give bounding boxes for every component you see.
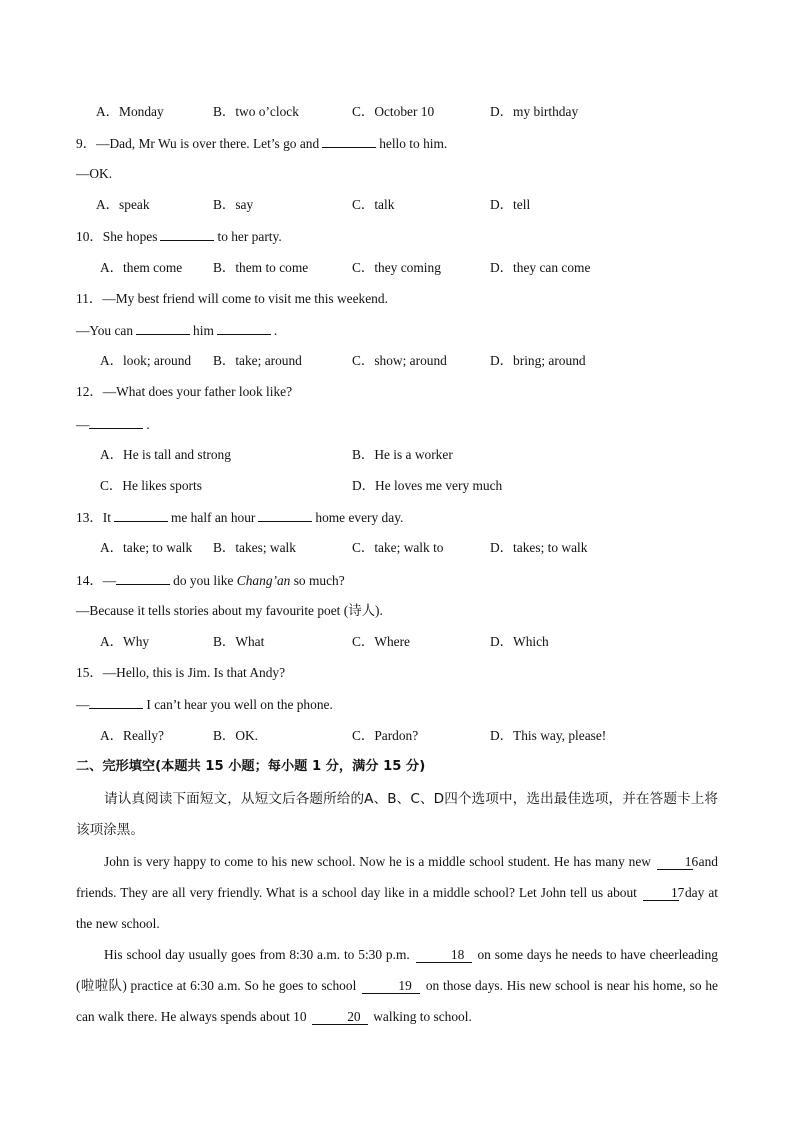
q14-option-a: A．Why [100, 634, 150, 649]
q10-blank [160, 227, 214, 241]
q15-reply-text: I can’t hear you well on the phone. [146, 697, 333, 712]
q12-option-a: A．He is tall and strong [100, 447, 231, 462]
q11-reply-text-end: . [273, 323, 278, 338]
q12-stem [76, 383, 292, 401]
q10-option-c: C．they coming [352, 260, 441, 275]
q15-reply-dash: — [76, 697, 90, 712]
q11-options [0, 352, 794, 370]
q14-option-c: C．Where [352, 634, 411, 649]
q9-stem [76, 134, 447, 153]
cloze-blank-17: 17 [643, 885, 679, 901]
passage-p2-text-c: on those days. His new school is near his home, so he can walk there. He always spends about 10 [76, 978, 718, 1024]
q14-stem-dash: — [102, 573, 117, 588]
q10-option-a: A．them come [100, 260, 183, 275]
q13-stem-text: It [102, 510, 111, 525]
q13-number: 13． [76, 510, 103, 525]
q13-stem-text-mid: me half an hour [170, 510, 256, 525]
q14-stem-italic: Chang’an [236, 573, 291, 588]
q11-stem [76, 290, 388, 308]
q11-option-c: C．show; around [352, 353, 447, 368]
q12-blank [89, 415, 143, 429]
q11-option-b: B．take; around [213, 353, 302, 368]
q12-reply-dash: — [76, 417, 90, 432]
q11-blank-2 [217, 321, 271, 335]
q13-stem [76, 508, 403, 527]
passage-paragraph-1 [76, 846, 718, 939]
passage-paragraph-2 [76, 939, 718, 1032]
q10-number: 10． [76, 229, 103, 244]
q9-option-c: C．talk [352, 197, 395, 212]
q15-stem [76, 664, 285, 682]
q11-reply-text: —You can [76, 323, 134, 338]
q8-option-c: C．October 10 [352, 104, 435, 119]
passage-p2-text-d: walking to school. [373, 1009, 472, 1024]
q12-option-c: C．He likes sports [100, 478, 202, 493]
passage-p2-text-a: His school day usually goes from 8:30 a.m. to 5:30 p.m. [104, 947, 410, 962]
q12-options-row1 [0, 446, 794, 464]
cloze-blank-20: 20 [312, 1009, 368, 1025]
cloze-blank-18: 18 [416, 947, 472, 963]
q10-stem-text: She hopes [102, 229, 158, 244]
q13-blank-2 [258, 508, 312, 522]
q11-blank-1 [136, 321, 190, 335]
q12-reply [76, 415, 150, 434]
q9-option-a: A．speak [96, 197, 150, 212]
q15-option-a: A．Really? [100, 728, 164, 743]
q14-stem-text: do you like [173, 573, 234, 588]
q10-stem-text-end: to her party. [217, 229, 282, 244]
q11-stem-text: —My best friend will come to visit me this weekend. [102, 291, 388, 306]
passage-p2-text-b: on some days he needs to have cheerleading (啦啦队) practice at 6:30 a.m. So he goes to school [76, 947, 718, 993]
q9-number: 9． [76, 136, 97, 151]
q14-options [0, 633, 794, 651]
q15-options [0, 727, 794, 745]
q11-reply [76, 321, 277, 340]
q13-stem-text-end: home every day. [315, 510, 404, 525]
q11-option-a: A．look; around [100, 353, 192, 368]
q15-option-c: C．Pardon? [352, 728, 419, 743]
q13-option-c: C．take; walk to [352, 540, 444, 555]
q12-options-row2 [0, 477, 794, 495]
q15-option-b: B．OK. [213, 728, 259, 743]
passage-p1-text-a: John is very happy to come to his new school. Now he is a middle school student. He has many new [104, 854, 651, 869]
passage-p1-text-b: and friends. They are all very friendly. What is a school day like in a middle school? Let John tell us about [76, 854, 718, 900]
q12-stem-text: —What does your father look like? [102, 384, 293, 399]
q14-number: 14． [76, 573, 103, 588]
q14-reply: —Because it tells stories about my favourite poet (诗人). [76, 603, 383, 618]
q8-options [0, 103, 794, 121]
q15-reply [76, 695, 333, 714]
q14-blank [116, 571, 170, 585]
q11-option-d: D．bring; around [490, 353, 586, 368]
q11-number: 11． [76, 291, 103, 306]
q10-options [0, 259, 794, 277]
q12-option-d: D．He loves me very much [352, 478, 503, 493]
q14-stem-text-end: so much? [293, 573, 345, 588]
q12-option-b: B．He is a worker [352, 447, 453, 462]
q9-option-b: B．say [213, 197, 254, 212]
q14-stem [76, 571, 345, 590]
q8-option-a: A．Monday [96, 104, 164, 119]
q14-option-d: D．Which [490, 634, 549, 649]
q13-option-a: A．take; to walk [100, 540, 193, 555]
q9-reply: —OK. [76, 166, 113, 181]
q12-number: 12． [76, 384, 103, 399]
q8-option-d: D．my birthday [490, 104, 579, 119]
q10-option-d: D．they can come [490, 260, 591, 275]
q15-option-d: D．This way, please! [490, 728, 607, 743]
q13-option-d: D．takes; to walk [490, 540, 588, 555]
q15-blank [89, 695, 143, 709]
q9-stem-text-end: hello to him. [379, 136, 448, 151]
q10-option-b: B．them to come [213, 260, 309, 275]
q15-number: 15． [76, 665, 103, 680]
q9-stem-text: —Dad, Mr Wu is over there. Let’s go and [96, 136, 320, 151]
section-2-instructions: 请认真阅读下面短文，从短文后各题所给的A、B、C、D四个选项中，选出最佳选项，并在答题卡上将该项涂黑。 [76, 791, 718, 838]
q13-blank-1 [114, 508, 168, 522]
q15-stem-text: —Hello, this is Jim. Is that Andy? [102, 665, 286, 680]
q9-blank [322, 134, 376, 148]
q12-reply-end: . [146, 417, 150, 432]
q10-stem [76, 227, 282, 246]
q9-option-d: D．tell [490, 197, 531, 212]
cloze-blank-19: 19 [362, 978, 420, 994]
passage-p1-text-c: day at the new school. [76, 885, 718, 931]
cloze-blank-16: 16 [657, 854, 693, 870]
section-2-title: 二、完形填空(本题共 15 小题；每小题 1 分，满分 15 分) [76, 759, 426, 774]
q14-option-b: B．What [213, 634, 265, 649]
q13-option-b: B．takes; walk [213, 540, 296, 555]
q9-options [0, 196, 794, 214]
q11-reply-text-mid: him [193, 323, 214, 338]
q8-option-b: B．two o’clock [213, 104, 299, 119]
q13-options [0, 539, 794, 557]
